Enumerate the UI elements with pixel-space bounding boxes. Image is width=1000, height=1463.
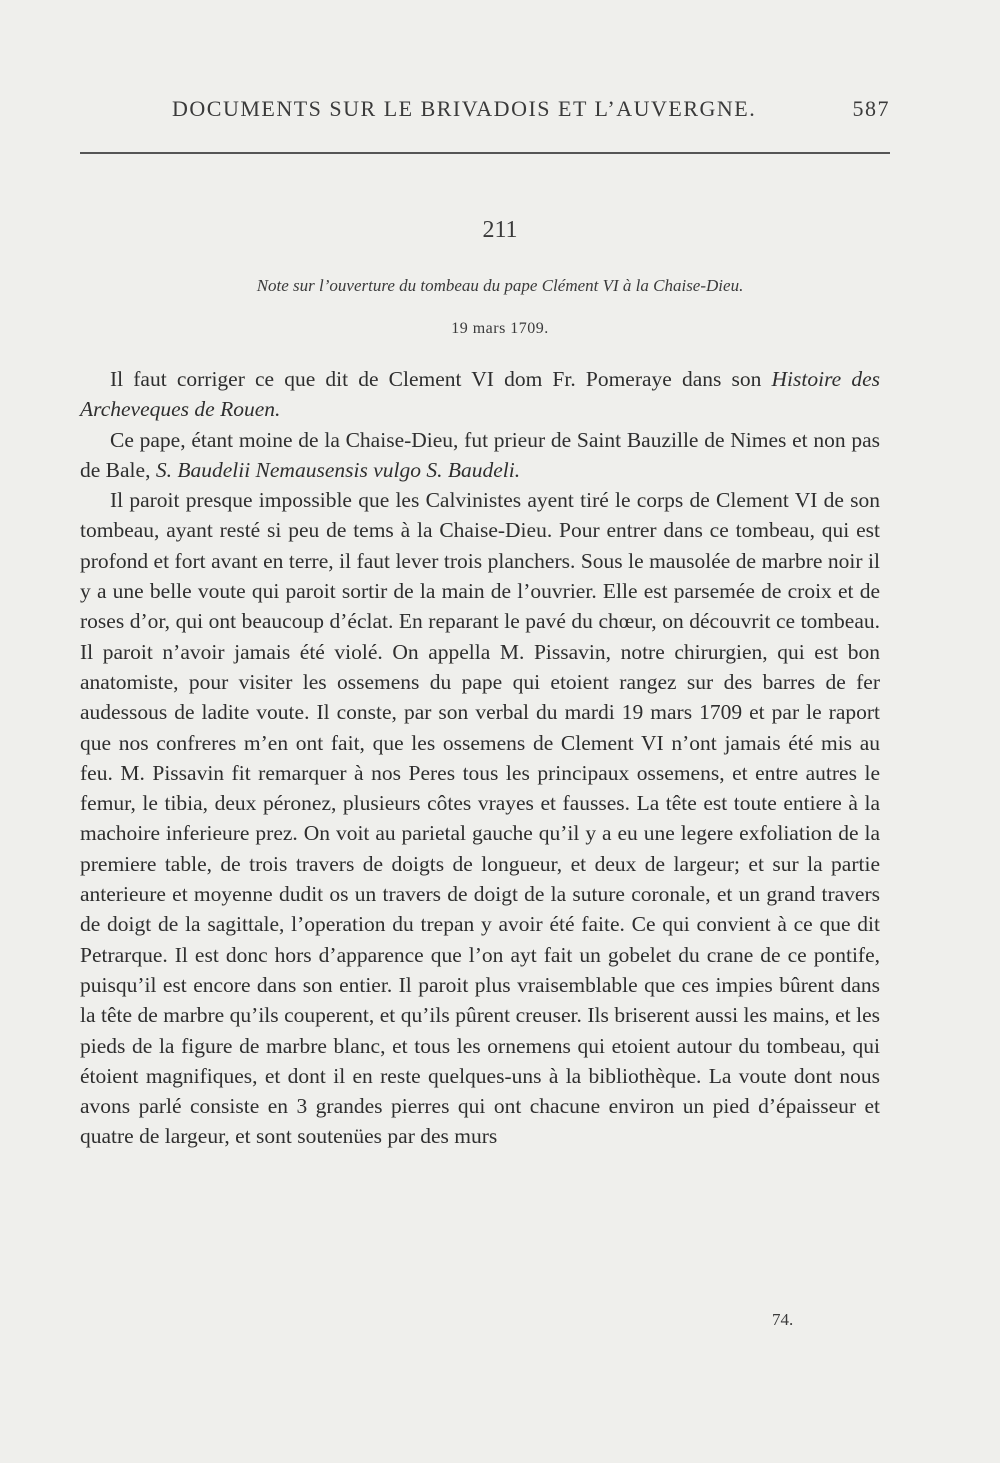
running-title: DOCUMENTS SUR LE BRIVADOIS ET L’AUVERGNE. <box>172 96 757 121</box>
paragraph <box>80 364 880 425</box>
paragraph <box>80 425 880 486</box>
signature-mark: 74. <box>772 1310 794 1329</box>
paragraph-text: Il paroit presque impossible que les Calvinistes ayent tiré le corps de Clement VI de son tombeau, ayant resté si peu de tems à la Chaise-Dieu. Pour entrer dans ce tombeau, qui est profond et fort avant en terre, il faut lever trois planchers. Sous le mausolée de marbre noir il y a une belle voute qui paroit sortir de la main de l’ouvrier. Elle est parsemée de croix et de roses d’or, qui ont beaucoup d’éclat. En reparant le pavé du chœur, on découvrit ce tombeau. Il paroit n’avoir jamais été violé. On appella M. Pissavin, notre chirurgien, qui est bon anatomiste, pour visiter les ossemens du pape qui etoient rangez sur des barres de fer audessous de ladite voute. Il conste, par son verbal du mardi 19 mars 1709 et par le raport que nos confreres m’en ont fait, que les ossemens de Clement VI n’ont jamais été mis au feu. M. Pissavin fit remarquer à nos Peres tous les principaux ossemens, et entre autres le femur, le tibia, deux péronez, plusieurs côtes vrayes et fausses. La tête est toute entiere à la machoire inferieure prez. On voit au parietal gauche qu’il y a eu une legere exfoliation de la premiere table, de trois travers de doigts de longueur, et deux de largeur; et sur la partie anterieure et moyenne dudit os un travers de doigt de la suture coronale, et un grand travers de doigt de la sagittale, l’operation du trepan y avoir été faite. Ce qui convient à ce que dit Petrarque. Il est donc hors d’apparence que l’on ayt fait un gobelet du crane de ce pontife, puisqu’il est encore dans son entier. Il paroit plus vraisemblable que ces impies bûrent dans la tête de marbre qu’ils couperent, et qu’ils pûrent creuser. Ils briserent aussi les mains, et les pieds de la figure de marbre blanc, et tous les ornemens qui etoient autour du tombeau, qui étoient magnifiques, et dont il en reste quelques-uns à la bibliothèque. La voute dont nous avons parlé consiste en 3 grandes pierres qui ont chacune environ un pied d’épaisseur et quatre de largeur, et sont soutenües par des murs <box>80 488 880 1149</box>
italic-text: S. Baudelii Nemausensis vulgo S. Baudeli. <box>155 457 521 482</box>
body-text <box>80 364 880 1152</box>
document-title: Note sur l’ouverture du tombeau du pape Clément VI à la Chaise-Dieu. <box>256 276 744 295</box>
paragraph <box>80 485 880 1152</box>
header-rule <box>80 152 890 154</box>
page-number: 587 <box>852 96 890 121</box>
paragraph-text: Il faut corriger ce que dit de Clement VI dom Fr. Pomeraye dans son <box>110 367 772 391</box>
document-date: 19 mars 1709. <box>451 320 549 337</box>
document-number: 211 <box>482 217 518 243</box>
italic-text: Histoire des Archeveques de Rouen. <box>80 367 880 422</box>
running-header <box>80 96 890 122</box>
paragraph-text: Ce pape, étant moine de la Chaise-Dieu, fut prieur de Saint Bauzille de Nimes et non pas de Bale, <box>80 427 880 482</box>
